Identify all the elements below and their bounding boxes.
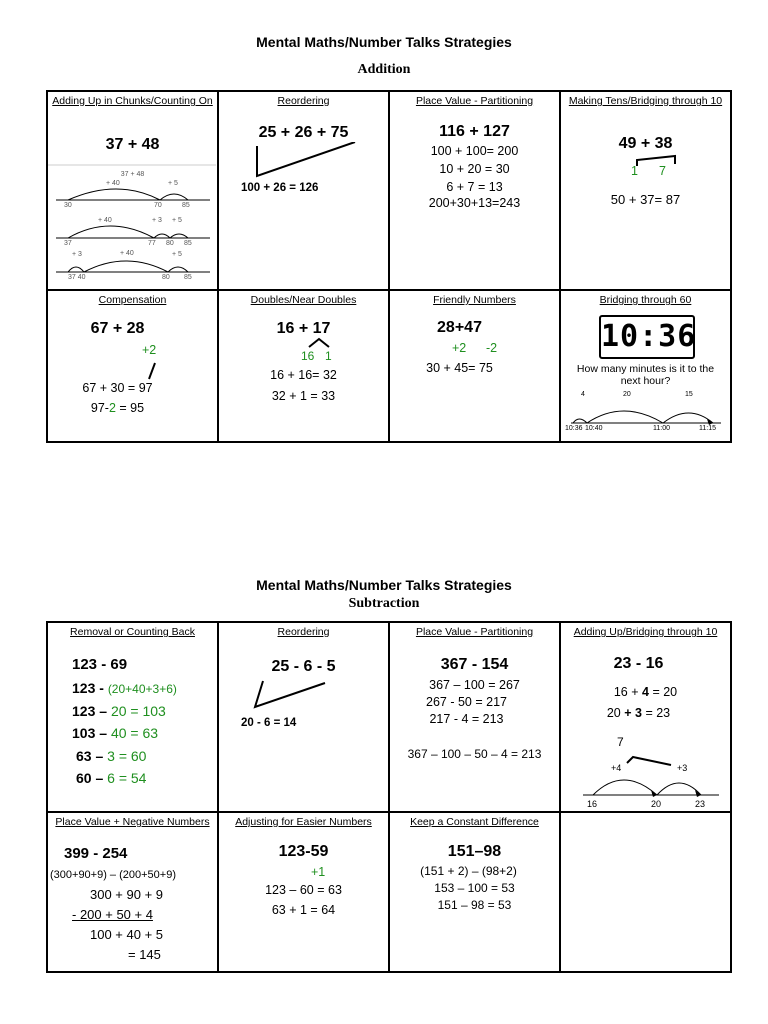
- tick-label: 30: [64, 202, 72, 209]
- adjust-pointer: [146, 361, 158, 381]
- working-line: = 145: [128, 947, 161, 962]
- tick-label: 85: [184, 240, 192, 247]
- tick-label: 11:00: [653, 425, 670, 432]
- cell-place-value-partitioning-subtraction: [389, 622, 560, 812]
- arc-label: 4: [581, 391, 585, 398]
- tick-label: 10:40: [585, 425, 603, 432]
- jump-arc: [68, 189, 160, 200]
- jump-arc: [84, 261, 168, 272]
- pairing-bracket: [249, 677, 329, 711]
- working-line: 32 + 1 = 33: [271, 389, 336, 403]
- adjust-label: +2: [452, 341, 467, 355]
- arc-label: + 40: [98, 217, 112, 224]
- arc-label: + 5: [172, 217, 182, 224]
- jump-arc: [68, 267, 84, 272]
- cell-friendly-numbers: [389, 290, 560, 442]
- working-line: (300+90+9) – (200+50+9): [50, 869, 176, 881]
- cell-heading: Adding Up/Bridging through 10: [573, 626, 718, 638]
- cell-constant-difference: [389, 812, 560, 972]
- expression: 25 - 6 - 5: [271, 658, 336, 675]
- addition-subtitle: Addition: [357, 62, 411, 77]
- arc-label: + 3: [72, 251, 82, 258]
- subtraction-table: [46, 621, 732, 973]
- cell-place-value-partitioning: [389, 91, 560, 290]
- tick-label: 37: [64, 240, 72, 247]
- working-line: 20 + 3 = 23: [606, 706, 671, 720]
- expression: 123-59: [278, 843, 329, 860]
- cell-heading: Bridging through 60: [599, 294, 692, 306]
- addition-table: [46, 90, 732, 443]
- working-line: 100 + 100= 200: [430, 144, 519, 158]
- working-line: 6 + 7 = 13: [446, 180, 503, 194]
- split-part: 1: [325, 349, 332, 363]
- cell-adjusting-easier-numbers: [218, 812, 389, 972]
- tick-label: 80: [162, 274, 170, 281]
- cell-heading: Friendly Numbers: [433, 294, 516, 306]
- tick-label: 37 40: [68, 274, 86, 281]
- jump-arc: [68, 226, 154, 238]
- cell-heading: Reordering: [277, 626, 330, 638]
- tick-label: 10:36: [565, 425, 583, 432]
- cell-heading: Making Tens/Bridging through 10: [568, 95, 723, 107]
- cell-heading: Compensation: [98, 294, 167, 306]
- working-line: 16 + 4 = 20: [613, 685, 678, 699]
- cell-heading: Keep a Constant Difference: [410, 816, 539, 828]
- cell-heading: Reordering: [277, 95, 330, 107]
- jump-arc: [168, 267, 188, 272]
- expression: 116 + 127: [439, 123, 510, 140]
- cell-removal-counting-back: [47, 622, 218, 812]
- working-line: 10 + 20 = 30: [439, 162, 510, 176]
- arc-label: 20: [623, 391, 631, 398]
- arc-label: +3: [677, 763, 688, 773]
- working-line: 300 + 90 + 9: [90, 887, 164, 902]
- diagram-top-label: 37 + 48: [120, 171, 145, 178]
- working-line: 20 - 6 = 14: [241, 717, 297, 729]
- working-line: 367 – 100 – 50 – 4 = 213: [407, 747, 542, 761]
- cell-adding-up-in-chunks: [47, 91, 218, 290]
- expression: 37 + 48: [105, 136, 160, 153]
- cell-heading: Place Value - Partitioning: [415, 626, 534, 638]
- split-part: 1: [631, 164, 638, 178]
- question-text: How many minutes is it to the next hour?: [576, 363, 715, 387]
- working-line: 217 - 4 = 213: [429, 712, 504, 726]
- expression: 23 - 16: [613, 655, 664, 672]
- tick-label: 85: [184, 274, 192, 281]
- working-line: 200+30+13=243: [428, 196, 521, 210]
- expression: 25 + 26 + 75: [258, 124, 349, 141]
- working-row: 123 – 20 = 103: [72, 703, 166, 719]
- cell-heading: Removal or Counting Back: [70, 626, 195, 638]
- working-line: - 200 + 50 + 4: [72, 907, 153, 922]
- time-number-line: [561, 395, 729, 425]
- arc-label: + 5: [172, 251, 182, 258]
- working-line: 16 + 16= 32: [270, 368, 337, 382]
- expression: 49 + 38: [618, 135, 673, 152]
- expression: 367 - 154: [440, 656, 509, 673]
- tick-label: 23: [695, 799, 706, 809]
- working-line: 100 + 26 = 126: [241, 182, 319, 194]
- working-row: 123 - (20+40+3+6): [72, 680, 177, 696]
- cell-reordering: [218, 91, 389, 290]
- tick-label: 20: [651, 799, 662, 809]
- expression: 151–98: [447, 843, 502, 860]
- working-line: 123 – 60 = 63: [265, 883, 342, 897]
- cell-heading: Adjusting for Easier Numbers: [235, 816, 372, 828]
- split-bracket: [307, 337, 331, 349]
- working-line: 97-2 = 95: [90, 401, 145, 415]
- working-row: 123 - 69: [72, 656, 128, 673]
- jump-arc: [154, 234, 170, 238]
- expression: 28+47: [437, 319, 482, 336]
- working-line: 367 – 100 = 267: [429, 678, 520, 692]
- cell-heading: Adding Up in Chunks/Counting On: [52, 95, 213, 107]
- cell-heading: Place Value - Partitioning: [415, 95, 534, 107]
- working-line: 151 – 98 = 53: [437, 898, 512, 912]
- jump-arc: [170, 234, 188, 238]
- working-line: (151 + 2) – (98+2): [420, 864, 517, 878]
- cell-heading: Place Value + Negative Numbers: [55, 816, 210, 828]
- tick-label: 77: [148, 240, 156, 247]
- pairing-bracket: [249, 142, 359, 182]
- subtraction-title: Mental Maths/Number Talks Strategies: [256, 577, 512, 593]
- addition-title: Mental Maths/Number Talks Strategies: [256, 34, 512, 50]
- expression: 67 + 28: [90, 320, 145, 337]
- working-row: 103 – 40 = 63: [72, 725, 159, 741]
- working-line: 67 + 30 = 97: [82, 381, 153, 395]
- cell-heading: [561, 813, 730, 816]
- cell-place-value-negative: [47, 812, 218, 972]
- arc-label: + 3: [152, 217, 162, 224]
- arc-label: + 5: [168, 180, 178, 187]
- subtraction-subtitle: Subtraction: [348, 596, 420, 611]
- arc-label: + 40: [106, 180, 120, 187]
- cell-making-tens: [560, 91, 731, 290]
- arc-label: +4: [611, 763, 622, 773]
- expression: 16 + 17: [276, 320, 331, 337]
- number-lines-diagram: [48, 164, 216, 284]
- split-part: 7: [659, 164, 666, 178]
- bridging-number-line: [561, 743, 729, 799]
- cell-adding-up-bridging: [560, 622, 731, 812]
- working-line: 153 – 100 = 53: [434, 881, 515, 895]
- working-line: 100 + 40 + 5: [90, 927, 164, 942]
- cell-reordering-subtraction: [218, 622, 389, 812]
- tick-label: 85: [182, 202, 190, 209]
- adjust-label: +1: [311, 865, 326, 879]
- arc-label: 15: [685, 391, 693, 398]
- tick-label: 11:15: [699, 425, 716, 432]
- split-part: 16: [301, 349, 315, 363]
- working-row: 63 – 3 = 60: [76, 748, 147, 764]
- working-line: 63 + 1 = 64: [271, 903, 336, 917]
- cell-compensation: [47, 290, 218, 442]
- cell-doubles-near-doubles: [218, 290, 389, 442]
- adjust-label: +2: [142, 343, 157, 357]
- working-line: 267 - 50 = 217: [426, 695, 507, 709]
- total-jump-label: 7: [617, 735, 624, 749]
- split-bracket: [635, 154, 679, 168]
- cell-empty: [560, 812, 731, 972]
- working-line: 30 + 45= 75: [426, 361, 493, 375]
- cell-heading: Doubles/Near Doubles: [250, 294, 357, 306]
- working-line: 50 + 37= 87: [610, 192, 681, 207]
- tick-label: 70: [154, 202, 162, 209]
- tick-label: 16: [587, 799, 598, 809]
- jump-arc: [160, 194, 188, 200]
- tick-label: 80: [166, 240, 174, 247]
- expression: 399 - 254: [64, 845, 128, 862]
- arc-label: + 40: [120, 250, 134, 257]
- digital-clock: 10:36: [599, 315, 695, 359]
- adjust-label: -2: [486, 341, 498, 355]
- cell-bridging-through-60: [560, 290, 731, 442]
- working-row: 60 – 6 = 54: [76, 770, 147, 786]
